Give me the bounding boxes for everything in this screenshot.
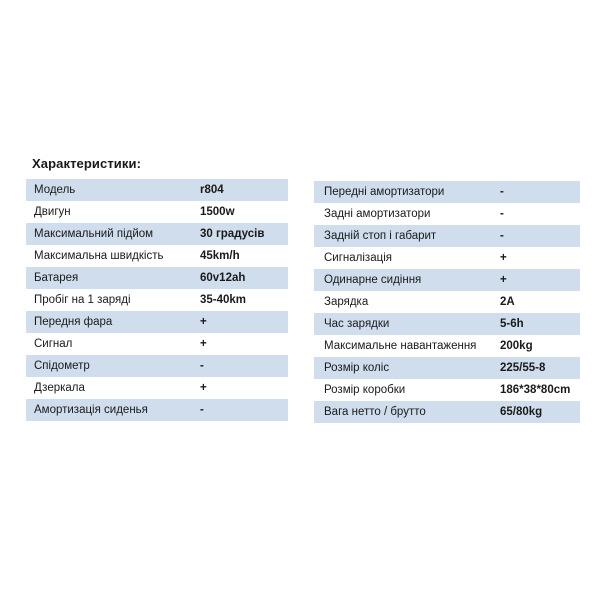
spec-value: +	[200, 338, 207, 350]
spec-value: +	[200, 316, 207, 328]
spec-label: Максимальна швидкість	[34, 250, 164, 262]
spec-row	[26, 333, 288, 355]
spec-label: Передні амортизатори	[324, 186, 445, 198]
spec-value: 60v12ah	[200, 272, 246, 284]
spec-value: -	[500, 186, 504, 198]
spec-label: Сигналізація	[324, 252, 392, 264]
spec-row	[26, 399, 288, 421]
spec-row	[314, 313, 580, 335]
spec-value: +	[200, 382, 207, 394]
spec-row	[314, 291, 580, 313]
spec-row	[26, 179, 288, 201]
spec-row	[26, 311, 288, 333]
spec-row	[314, 203, 580, 225]
spec-label: Одинарне сидіння	[324, 274, 422, 286]
spec-row	[26, 289, 288, 311]
spec-value: 2A	[500, 296, 515, 308]
spec-value: +	[500, 252, 507, 264]
spec-row	[26, 355, 288, 377]
spec-value: 225/55-8	[500, 362, 546, 374]
spec-label: Пробіг на 1 заряді	[34, 294, 131, 306]
spec-value: +	[500, 274, 507, 286]
spec-value: -	[500, 208, 504, 220]
spec-value: -	[200, 360, 204, 372]
spec-row	[314, 335, 580, 357]
spec-label: Зарядка	[324, 296, 369, 308]
spec-label: Передня фара	[34, 316, 113, 328]
spec-label: Максимальний підйом	[34, 228, 154, 240]
spec-value: 186*38*80cm	[500, 384, 571, 396]
spec-label: Модель	[34, 184, 76, 196]
spec-value: 30 градусів	[200, 228, 265, 240]
spec-value: 35-40km	[200, 294, 247, 306]
spec-row	[314, 247, 580, 269]
spec-row	[26, 267, 288, 289]
spec-label: Задній стоп і габарит	[324, 230, 437, 242]
spec-label: Час зарядки	[324, 318, 390, 330]
spec-row	[26, 377, 288, 399]
spec-table-right	[314, 181, 580, 423]
spec-value: -	[200, 404, 204, 416]
spec-label: Двигун	[34, 206, 71, 218]
spec-label: Батарея	[34, 272, 79, 284]
spec-value: 45km/h	[200, 250, 240, 262]
spec-row	[26, 223, 288, 245]
spec-label: Дзеркала	[34, 382, 85, 394]
spec-label: Розмір коліс	[324, 362, 390, 374]
spec-value: r804	[200, 184, 224, 196]
spec-row	[314, 401, 580, 423]
spec-label: Розмір коробки	[324, 384, 406, 396]
spec-row	[314, 357, 580, 379]
spec-table-left	[26, 179, 288, 421]
spec-label: Задні амортизатори	[324, 208, 431, 220]
spec-label: Максимальне навантаження	[324, 340, 477, 352]
spec-row	[314, 379, 580, 401]
spec-label: Спідометр	[34, 360, 90, 372]
spec-row	[26, 201, 288, 223]
spec-value: -	[500, 230, 504, 242]
spec-row	[314, 181, 580, 203]
spec-row	[26, 245, 288, 267]
spec-label: Вага нетто / брутто	[324, 406, 426, 418]
spec-label: Амортизація сиденья	[34, 404, 148, 416]
spec-heading: Характеристики:	[32, 156, 142, 171]
spec-row	[314, 225, 580, 247]
spec-value: 1500w	[200, 206, 235, 218]
spec-value: 65/80kg	[500, 406, 543, 418]
spec-row	[314, 269, 580, 291]
spec-label: Сигнал	[34, 338, 73, 350]
spec-value: 200kg	[500, 340, 533, 352]
spec-value: 5-6h	[500, 318, 524, 330]
